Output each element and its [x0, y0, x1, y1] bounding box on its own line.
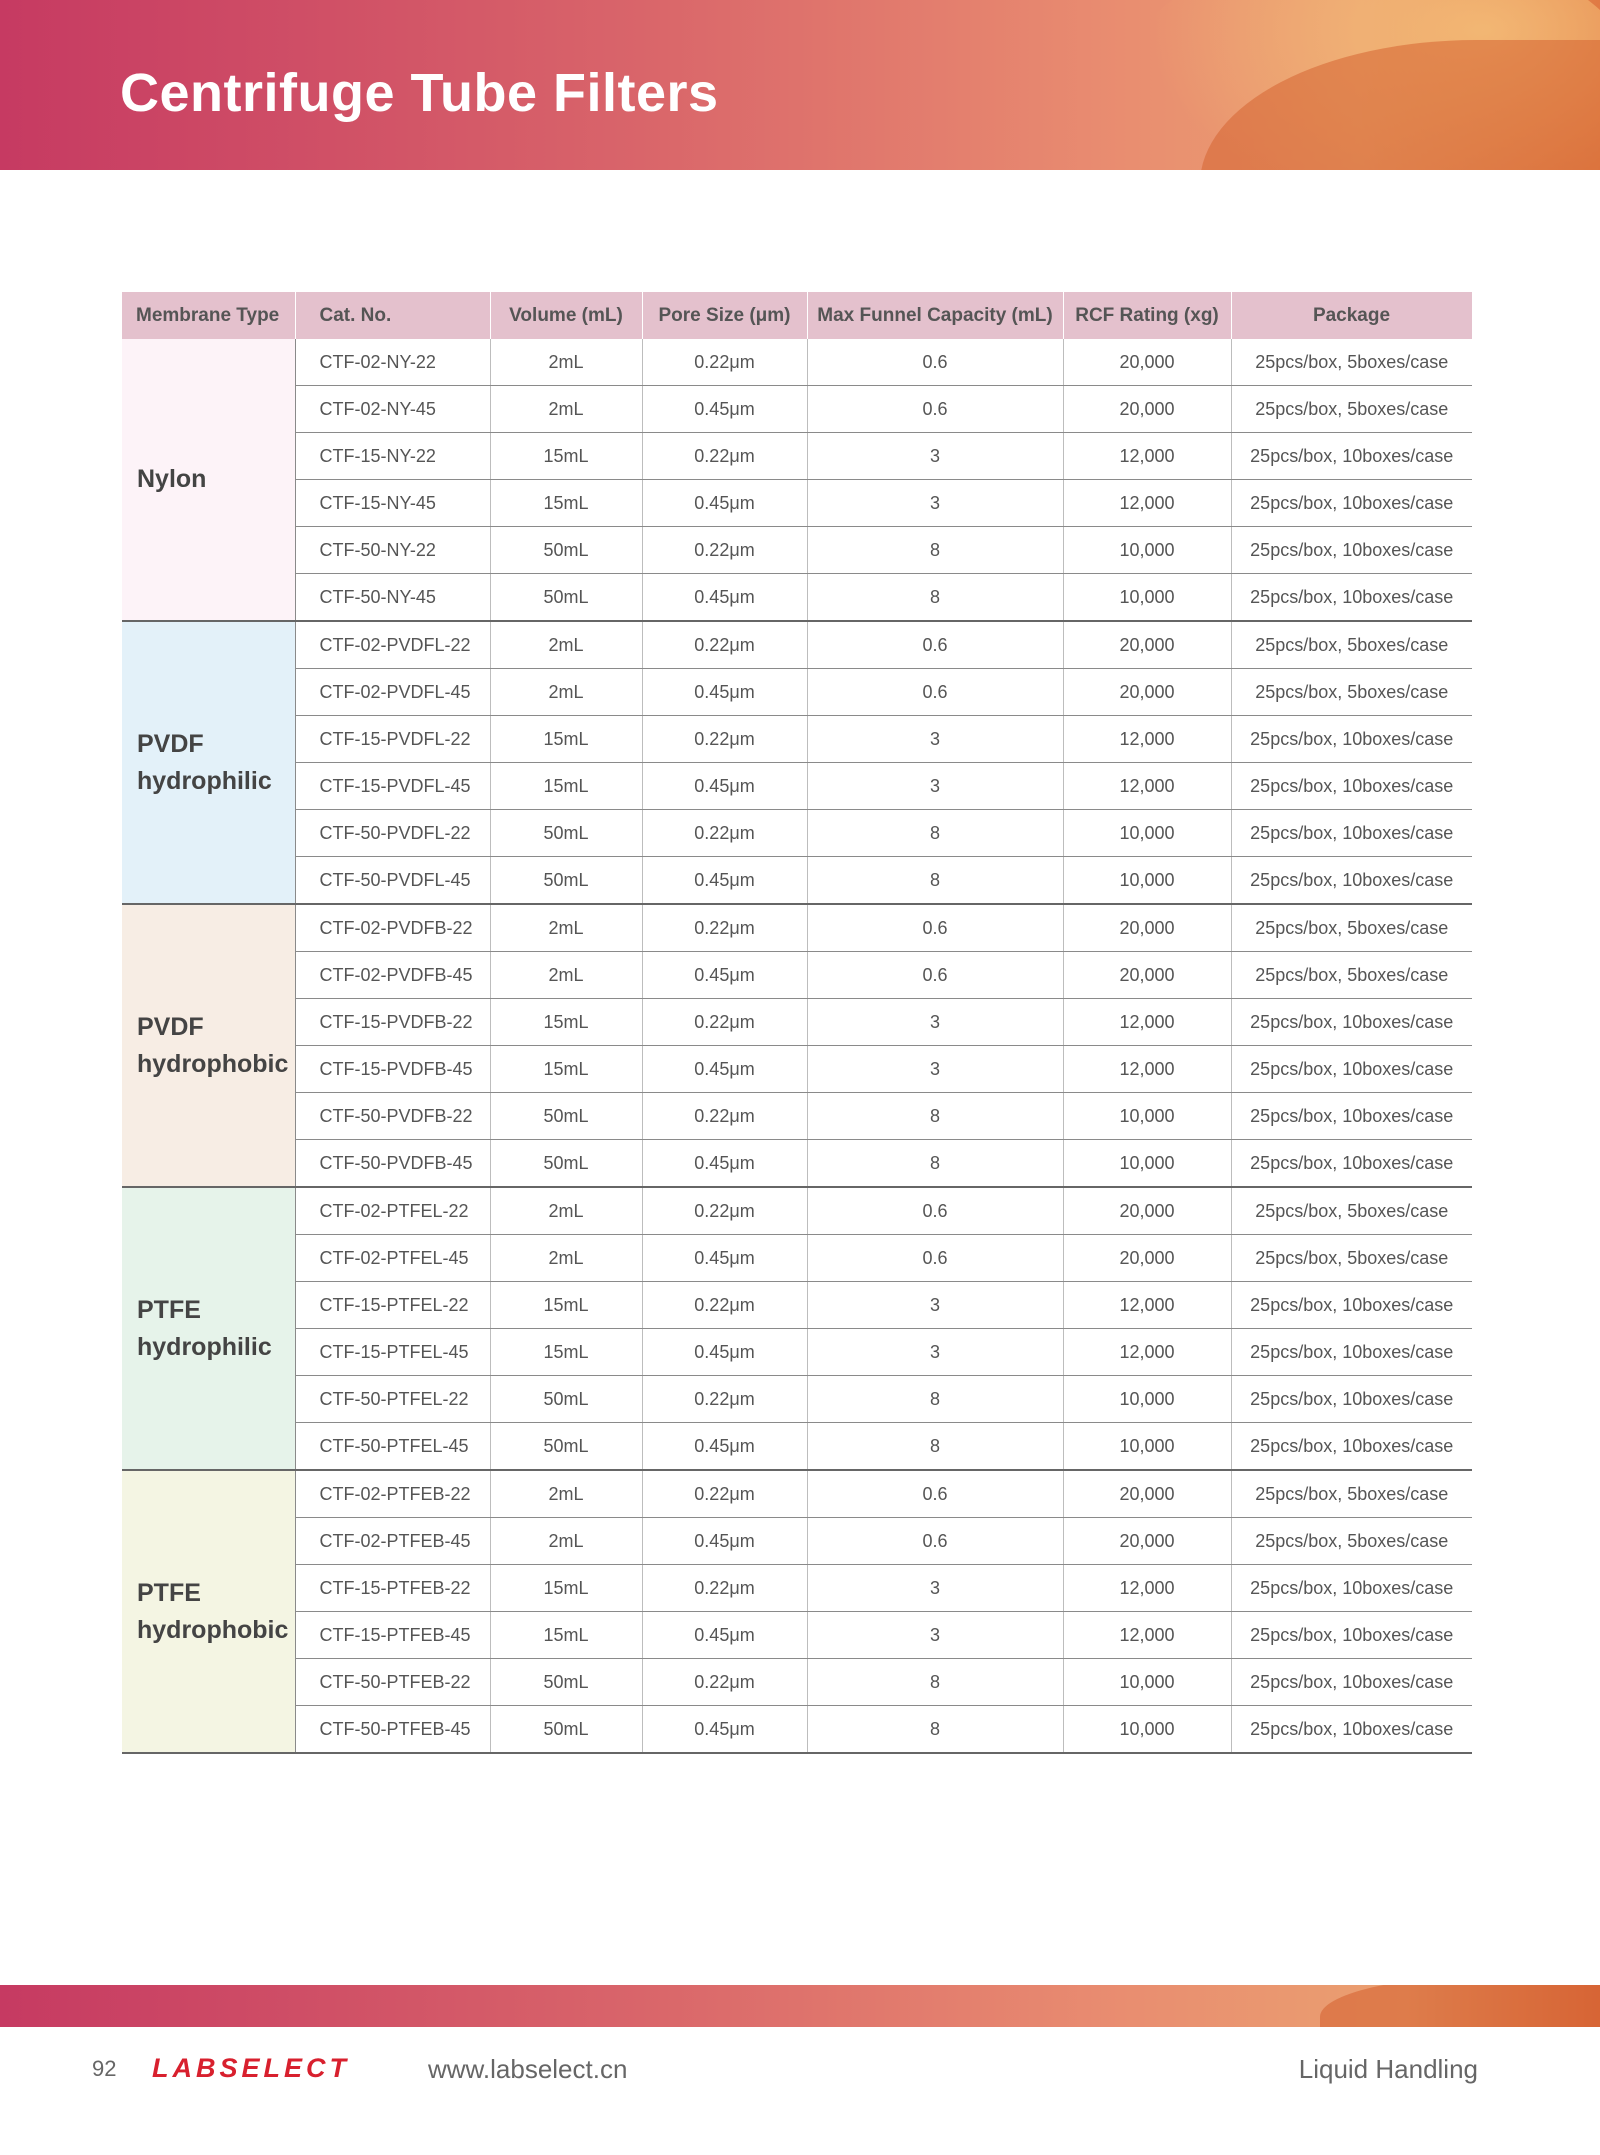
volume-cell: 2mL — [490, 1518, 642, 1565]
package-cell: 25pcs/box, 10boxes/case — [1231, 1329, 1472, 1376]
package-cell: 25pcs/box, 5boxes/case — [1231, 339, 1472, 386]
cat-no-cell: CTF-02-PVDFL-22 — [295, 621, 490, 669]
rcf-rating-cell: 20,000 — [1063, 1518, 1231, 1565]
volume-cell: 50mL — [490, 1706, 642, 1754]
table-row — [122, 763, 1472, 810]
package-cell: 25pcs/box, 5boxes/case — [1231, 669, 1472, 716]
table-row — [122, 1093, 1472, 1140]
funnel-capacity-cell: 8 — [807, 810, 1063, 857]
rcf-rating-cell: 12,000 — [1063, 1282, 1231, 1329]
column-header: RCF Rating (xg) — [1063, 292, 1231, 339]
table-header — [122, 292, 1472, 339]
brand-logo: LABSELECT — [152, 2053, 350, 2083]
rcf-rating-cell: 20,000 — [1063, 339, 1231, 386]
cat-no-cell: CTF-50-PVDFB-22 — [295, 1093, 490, 1140]
membrane-type-label: Nylon — [137, 465, 207, 493]
table-row — [122, 1565, 1472, 1612]
pore-size-cell: 0.22μm — [642, 1376, 807, 1423]
volume-cell: 15mL — [490, 1282, 642, 1329]
volume-cell: 15mL — [490, 1612, 642, 1659]
membrane-type-sublabel: hydrophobic — [137, 1049, 289, 1078]
pore-size-cell: 0.22μm — [642, 621, 807, 669]
funnel-capacity-cell: 3 — [807, 480, 1063, 527]
volume-cell: 2mL — [490, 339, 642, 386]
table-row — [122, 952, 1472, 999]
membrane-type-cell — [122, 621, 295, 904]
pore-size-cell: 0.45μm — [642, 480, 807, 527]
funnel-capacity-cell: 8 — [807, 527, 1063, 574]
cat-no-cell: CTF-02-PVDFL-45 — [295, 669, 490, 716]
package-cell: 25pcs/box, 10boxes/case — [1231, 1659, 1472, 1706]
table-row — [122, 1470, 1472, 1518]
funnel-capacity-cell: 0.6 — [807, 386, 1063, 433]
pore-size-cell: 0.45μm — [642, 763, 807, 810]
pore-size-cell: 0.22μm — [642, 999, 807, 1046]
volume-cell: 15mL — [490, 1329, 642, 1376]
header-banner — [0, 0, 1600, 170]
rcf-rating-cell: 10,000 — [1063, 1659, 1231, 1706]
volume-cell: 15mL — [490, 433, 642, 480]
pore-size-cell: 0.22μm — [642, 1282, 807, 1329]
membrane-type-sublabel: hydrophilic — [137, 766, 272, 795]
membrane-type-sublabel: hydrophobic — [137, 1615, 289, 1644]
column-header: Cat. No. — [295, 292, 490, 339]
rcf-rating-cell: 10,000 — [1063, 1093, 1231, 1140]
package-cell: 25pcs/box, 10boxes/case — [1231, 1612, 1472, 1659]
volume-cell: 50mL — [490, 1659, 642, 1706]
table-row — [122, 1282, 1472, 1329]
cat-no-cell: CTF-02-NY-45 — [295, 386, 490, 433]
rcf-rating-cell: 10,000 — [1063, 527, 1231, 574]
package-cell: 25pcs/box, 10boxes/case — [1231, 1046, 1472, 1093]
table-row — [122, 1612, 1472, 1659]
membrane-type-label: PVDF — [137, 1012, 204, 1041]
volume-cell: 50mL — [490, 857, 642, 905]
rcf-rating-cell: 20,000 — [1063, 1187, 1231, 1235]
pore-size-cell: 0.22μm — [642, 433, 807, 480]
funnel-capacity-cell: 0.6 — [807, 1470, 1063, 1518]
package-cell: 25pcs/box, 5boxes/case — [1231, 952, 1472, 999]
table-row — [122, 716, 1472, 763]
pore-size-cell: 0.45μm — [642, 1706, 807, 1754]
column-header: Volume (mL) — [490, 292, 642, 339]
cat-no-cell: CTF-50-PTFEB-45 — [295, 1706, 490, 1754]
pore-size-cell: 0.45μm — [642, 669, 807, 716]
cat-no-cell: CTF-02-PTFEL-22 — [295, 1187, 490, 1235]
column-header: Pore Size (μm) — [642, 292, 807, 339]
table-row — [122, 574, 1472, 622]
rcf-rating-cell: 12,000 — [1063, 1046, 1231, 1093]
rcf-rating-cell: 20,000 — [1063, 621, 1231, 669]
funnel-capacity-cell: 8 — [807, 1093, 1063, 1140]
rcf-rating-cell: 12,000 — [1063, 1565, 1231, 1612]
table-row — [122, 386, 1472, 433]
footer-decoration — [1320, 1985, 1600, 2027]
volume-cell: 15mL — [490, 1046, 642, 1093]
membrane-type-cell — [122, 1187, 295, 1470]
pore-size-cell: 0.45μm — [642, 1046, 807, 1093]
package-cell: 25pcs/box, 5boxes/case — [1231, 904, 1472, 952]
pore-size-cell: 0.45μm — [642, 1235, 807, 1282]
table-row — [122, 1235, 1472, 1282]
pore-size-cell: 0.22μm — [642, 339, 807, 386]
table-row — [122, 339, 1472, 386]
pore-size-cell: 0.45μm — [642, 1140, 807, 1188]
pore-size-cell: 0.45μm — [642, 1329, 807, 1376]
table-row — [122, 1659, 1472, 1706]
pore-size-cell: 0.45μm — [642, 1612, 807, 1659]
membrane-type-label: PTFE — [137, 1578, 201, 1607]
funnel-capacity-cell: 3 — [807, 1329, 1063, 1376]
cat-no-cell: CTF-50-PTFEB-22 — [295, 1659, 490, 1706]
table-header-row — [122, 292, 1472, 339]
volume-cell: 15mL — [490, 763, 642, 810]
funnel-capacity-cell: 0.6 — [807, 1518, 1063, 1565]
cat-no-cell: CTF-50-NY-45 — [295, 574, 490, 622]
footer-banner — [0, 1985, 1600, 2027]
rcf-rating-cell: 12,000 — [1063, 716, 1231, 763]
package-cell: 25pcs/box, 10boxes/case — [1231, 1565, 1472, 1612]
cat-no-cell: CTF-15-PVDFB-22 — [295, 999, 490, 1046]
package-cell: 25pcs/box, 10boxes/case — [1231, 763, 1472, 810]
funnel-capacity-cell: 3 — [807, 433, 1063, 480]
pore-size-cell: 0.22μm — [642, 1659, 807, 1706]
table-row — [122, 621, 1472, 669]
table-row — [122, 1376, 1472, 1423]
column-header: Membrane Type — [122, 292, 295, 339]
rcf-rating-cell: 10,000 — [1063, 857, 1231, 905]
website-link[interactable]: www.labselect.cn — [428, 2054, 628, 2084]
funnel-capacity-cell: 8 — [807, 574, 1063, 622]
table-row — [122, 1423, 1472, 1471]
volume-cell: 15mL — [490, 716, 642, 763]
funnel-capacity-cell: 8 — [807, 1423, 1063, 1471]
volume-cell: 15mL — [490, 999, 642, 1046]
rcf-rating-cell: 10,000 — [1063, 1423, 1231, 1471]
package-cell: 25pcs/box, 5boxes/case — [1231, 621, 1472, 669]
volume-cell: 2mL — [490, 1470, 642, 1518]
section-name: Liquid Handling — [1298, 2054, 1478, 2084]
membrane-type-label: PTFE — [137, 1295, 201, 1324]
product-spec-table — [122, 292, 1473, 1754]
table-row — [122, 810, 1472, 857]
cat-no-cell: CTF-50-PVDFL-22 — [295, 810, 490, 857]
package-cell: 25pcs/box, 5boxes/case — [1231, 386, 1472, 433]
volume-cell: 15mL — [490, 480, 642, 527]
funnel-capacity-cell: 8 — [807, 1140, 1063, 1188]
volume-cell: 2mL — [490, 1187, 642, 1235]
package-cell: 25pcs/box, 5boxes/case — [1231, 1187, 1472, 1235]
package-cell: 25pcs/box, 5boxes/case — [1231, 1518, 1472, 1565]
funnel-capacity-cell: 0.6 — [807, 952, 1063, 999]
membrane-type-cell — [122, 904, 295, 1187]
package-cell: 25pcs/box, 10boxes/case — [1231, 857, 1472, 905]
volume-cell: 50mL — [490, 1140, 642, 1188]
package-cell: 25pcs/box, 5boxes/case — [1231, 1235, 1472, 1282]
rcf-rating-cell: 10,000 — [1063, 1706, 1231, 1754]
table-body — [122, 339, 1472, 1753]
membrane-type-cell — [122, 1470, 295, 1753]
table-row — [122, 527, 1472, 574]
rcf-rating-cell: 12,000 — [1063, 999, 1231, 1046]
funnel-capacity-cell: 8 — [807, 1706, 1063, 1754]
funnel-capacity-cell: 0.6 — [807, 621, 1063, 669]
membrane-type-sublabel: hydrophilic — [137, 1332, 272, 1361]
package-cell: 25pcs/box, 10boxes/case — [1231, 527, 1472, 574]
package-cell: 25pcs/box, 10boxes/case — [1231, 1706, 1472, 1754]
table-row — [122, 480, 1472, 527]
cat-no-cell: CTF-15-PVDFB-45 — [295, 1046, 490, 1093]
package-cell: 25pcs/box, 10boxes/case — [1231, 1376, 1472, 1423]
volume-cell: 2mL — [490, 1235, 642, 1282]
package-cell: 25pcs/box, 10boxes/case — [1231, 1423, 1472, 1471]
column-header: Package — [1231, 292, 1472, 339]
table-row — [122, 857, 1472, 905]
volume-cell: 15mL — [490, 1565, 642, 1612]
volume-cell: 50mL — [490, 810, 642, 857]
package-cell: 25pcs/box, 10boxes/case — [1231, 574, 1472, 622]
page-footer — [0, 2050, 1600, 2090]
table-row — [122, 1329, 1472, 1376]
pore-size-cell: 0.45μm — [642, 857, 807, 905]
funnel-capacity-cell: 3 — [807, 1282, 1063, 1329]
pore-size-cell: 0.45μm — [642, 386, 807, 433]
cat-no-cell: CTF-15-NY-45 — [295, 480, 490, 527]
funnel-capacity-cell: 3 — [807, 763, 1063, 810]
rcf-rating-cell: 12,000 — [1063, 480, 1231, 527]
volume-cell: 50mL — [490, 574, 642, 622]
table-row — [122, 904, 1472, 952]
volume-cell: 50mL — [490, 527, 642, 574]
pore-size-cell: 0.45μm — [642, 1518, 807, 1565]
cat-no-cell: CTF-50-PTFEL-22 — [295, 1376, 490, 1423]
pore-size-cell: 0.22μm — [642, 716, 807, 763]
volume-cell: 2mL — [490, 952, 642, 999]
funnel-capacity-cell: 8 — [807, 857, 1063, 905]
rcf-rating-cell: 20,000 — [1063, 952, 1231, 999]
cat-no-cell: CTF-02-PTFEB-22 — [295, 1470, 490, 1518]
package-cell: 25pcs/box, 10boxes/case — [1231, 999, 1472, 1046]
cat-no-cell: CTF-15-PTFEL-22 — [295, 1282, 490, 1329]
funnel-capacity-cell: 3 — [807, 1046, 1063, 1093]
package-cell: 25pcs/box, 10boxes/case — [1231, 1140, 1472, 1188]
column-header: Max Funnel Capacity (mL) — [807, 292, 1063, 339]
page-number: 92 — [92, 2056, 117, 2081]
cat-no-cell: CTF-02-PTFEL-45 — [295, 1235, 490, 1282]
package-cell: 25pcs/box, 10boxes/case — [1231, 716, 1472, 763]
cat-no-cell: CTF-02-NY-22 — [295, 339, 490, 386]
pore-size-cell: 0.22μm — [642, 810, 807, 857]
pore-size-cell: 0.45μm — [642, 574, 807, 622]
cat-no-cell: CTF-02-PTFEB-45 — [295, 1518, 490, 1565]
rcf-rating-cell: 10,000 — [1063, 574, 1231, 622]
pore-size-cell: 0.22μm — [642, 1093, 807, 1140]
funnel-capacity-cell: 3 — [807, 1565, 1063, 1612]
volume-cell: 2mL — [490, 621, 642, 669]
volume-cell: 2mL — [490, 669, 642, 716]
volume-cell: 50mL — [490, 1376, 642, 1423]
cat-no-cell: CTF-50-NY-22 — [295, 527, 490, 574]
pore-size-cell: 0.45μm — [642, 1423, 807, 1471]
funnel-capacity-cell: 3 — [807, 716, 1063, 763]
pore-size-cell: 0.45μm — [642, 952, 807, 999]
package-cell: 25pcs/box, 5boxes/case — [1231, 1470, 1472, 1518]
funnel-capacity-cell: 0.6 — [807, 669, 1063, 716]
funnel-capacity-cell: 3 — [807, 1612, 1063, 1659]
rcf-rating-cell: 20,000 — [1063, 669, 1231, 716]
volume-cell: 2mL — [490, 386, 642, 433]
rcf-rating-cell: 20,000 — [1063, 1470, 1231, 1518]
rcf-rating-cell: 10,000 — [1063, 1376, 1231, 1423]
table-row — [122, 433, 1472, 480]
package-cell: 25pcs/box, 10boxes/case — [1231, 480, 1472, 527]
rcf-rating-cell: 12,000 — [1063, 433, 1231, 480]
cat-no-cell: CTF-50-PVDFL-45 — [295, 857, 490, 905]
funnel-capacity-cell: 0.6 — [807, 339, 1063, 386]
cat-no-cell: CTF-02-PVDFB-22 — [295, 904, 490, 952]
funnel-capacity-cell: 8 — [807, 1659, 1063, 1706]
cat-no-cell: CTF-15-NY-22 — [295, 433, 490, 480]
rcf-rating-cell: 10,000 — [1063, 1140, 1231, 1188]
pore-size-cell: 0.22μm — [642, 1565, 807, 1612]
table-row — [122, 1140, 1472, 1188]
funnel-capacity-cell: 0.6 — [807, 1187, 1063, 1235]
table-row — [122, 999, 1472, 1046]
rcf-rating-cell: 20,000 — [1063, 904, 1231, 952]
cat-no-cell: CTF-50-PTFEL-45 — [295, 1423, 490, 1471]
funnel-capacity-cell: 8 — [807, 1376, 1063, 1423]
table-row — [122, 1518, 1472, 1565]
funnel-capacity-cell: 3 — [807, 999, 1063, 1046]
pore-size-cell: 0.22μm — [642, 527, 807, 574]
rcf-rating-cell: 20,000 — [1063, 386, 1231, 433]
pore-size-cell: 0.22μm — [642, 1187, 807, 1235]
package-cell: 25pcs/box, 10boxes/case — [1231, 1093, 1472, 1140]
funnel-capacity-cell: 0.6 — [807, 904, 1063, 952]
cat-no-cell: CTF-02-PVDFB-45 — [295, 952, 490, 999]
volume-cell: 50mL — [490, 1423, 642, 1471]
table-row — [122, 1046, 1472, 1093]
table-row — [122, 669, 1472, 716]
rcf-rating-cell: 20,000 — [1063, 1235, 1231, 1282]
page-title: Centrifuge Tube Filters — [120, 63, 719, 123]
volume-cell: 2mL — [490, 904, 642, 952]
cat-no-cell: CTF-15-PTFEL-45 — [295, 1329, 490, 1376]
package-cell: 25pcs/box, 10boxes/case — [1231, 433, 1472, 480]
rcf-rating-cell: 12,000 — [1063, 1612, 1231, 1659]
rcf-rating-cell: 12,000 — [1063, 763, 1231, 810]
pore-size-cell: 0.22μm — [642, 1470, 807, 1518]
table-row — [122, 1187, 1472, 1235]
cat-no-cell: CTF-15-PVDFL-22 — [295, 716, 490, 763]
membrane-type-cell — [122, 339, 295, 621]
package-cell: 25pcs/box, 10boxes/case — [1231, 1282, 1472, 1329]
rcf-rating-cell: 10,000 — [1063, 810, 1231, 857]
package-cell: 25pcs/box, 10boxes/case — [1231, 810, 1472, 857]
rcf-rating-cell: 12,000 — [1063, 1329, 1231, 1376]
cat-no-cell: CTF-15-PTFEB-45 — [295, 1612, 490, 1659]
volume-cell: 50mL — [490, 1093, 642, 1140]
cat-no-cell: CTF-15-PTFEB-22 — [295, 1565, 490, 1612]
table-row — [122, 1706, 1472, 1754]
cat-no-cell: CTF-50-PVDFB-45 — [295, 1140, 490, 1188]
pore-size-cell: 0.22μm — [642, 904, 807, 952]
funnel-capacity-cell: 0.6 — [807, 1235, 1063, 1282]
cat-no-cell: CTF-15-PVDFL-45 — [295, 763, 490, 810]
membrane-type-label: PVDF — [137, 729, 204, 758]
